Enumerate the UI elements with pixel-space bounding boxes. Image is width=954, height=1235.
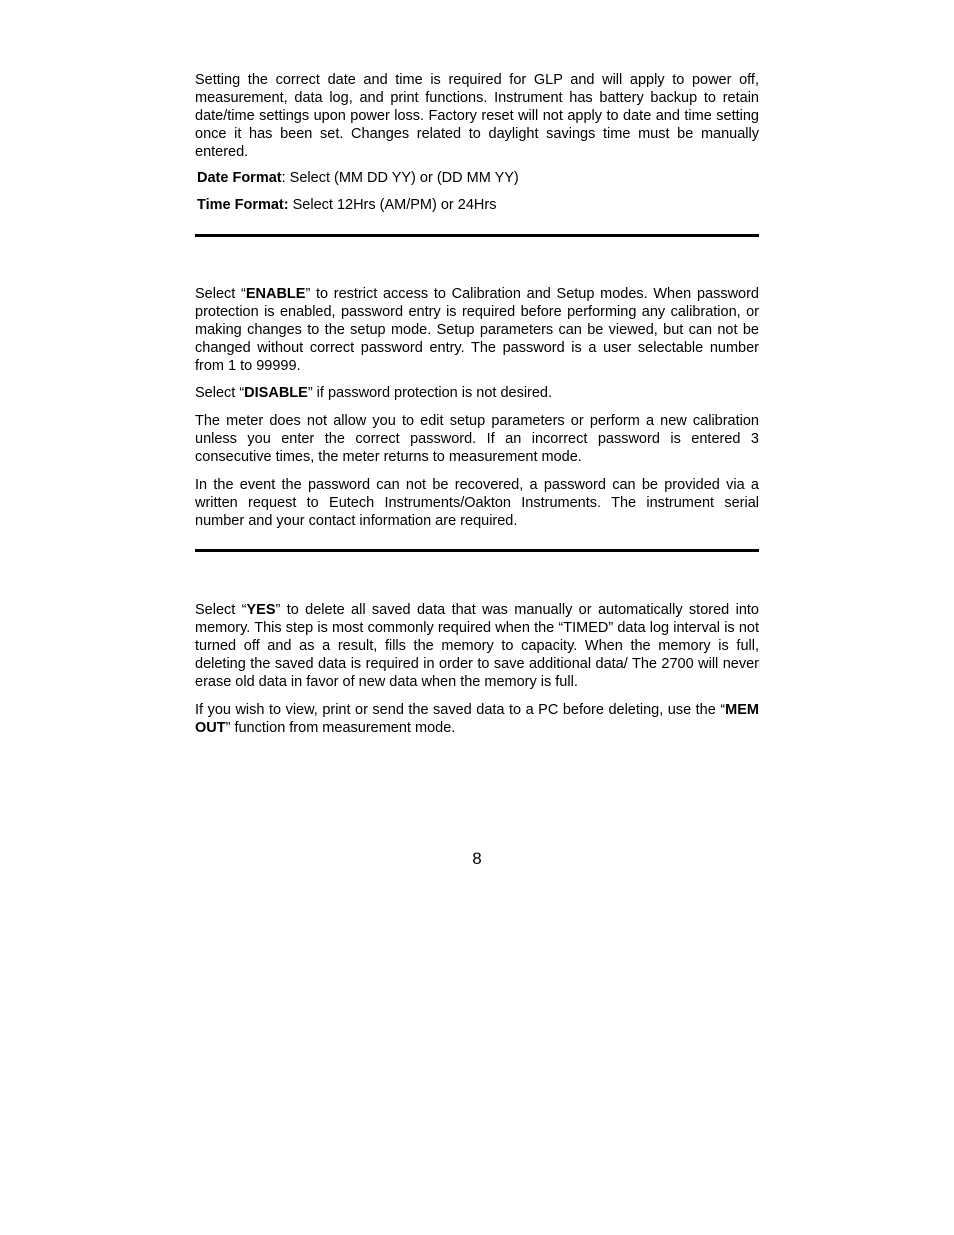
password-disable-post: ” if password protection is not desired. <box>307 385 553 401</box>
mem-out-post: ” function from measurement mode. <box>225 720 456 736</box>
password-enable-post: ” to restrict access to Calibration and Setup modes. When password protection is enabled, password entry is required before performing any calibration, or making changes to the setup mode. Setup parameters can be viewed, but can not be changed without correct password entry. The password is a user selectable number from 1 to 99999. <box>195 286 759 374</box>
time-format-label: Time Format: <box>197 197 289 213</box>
mem-out-keyword: MEM OUT <box>195 702 759 736</box>
date-format-text: : Select (MM DD YY) or (DD MM YY) <box>281 170 519 186</box>
delete-data-paragraph <box>195 601 759 691</box>
date-time-intro: Setting the correct date and time is required for GLP and will apply to power off, measurement, data log, and print functions. Instrument has battery backup to retain date/time settings upon power loss. Factory reset will not apply to date and time setting once it has been set. Changes related to daylight savings time must be manually entered. <box>195 72 759 160</box>
delete-data-pre: Select “ <box>195 602 247 618</box>
password-disable-paragraph <box>195 384 759 402</box>
date-format-line <box>197 169 759 187</box>
date-format-label: Date Format <box>197 170 282 186</box>
password-enable-paragraph <box>195 285 759 375</box>
delete-data-post: ” to delete all saved data that was manually or automatically stored into memory. This step is most commonly required when the “TIMED” data log interval is not turned off and as a result, fills the memory to capacity. When the memory is full, deleting the saved data is required in order to save additional data/ The 2700 will never erase old data in favor of new data when the memory is full. <box>195 602 759 690</box>
time-format-text: Select 12Hrs (AM/PM) or 24Hrs <box>288 197 497 213</box>
password-enable-pre: Select “ <box>195 286 246 302</box>
password-recovery-paragraph: In the event the password can not be recovered, a password can be provided via a written request to Eutech Instruments/Oakton Instruments. The instrument serial number and your contact information are required. <box>195 477 759 529</box>
password-disable-pre: Select “ <box>195 385 245 401</box>
time-format-line <box>197 196 759 214</box>
page-number: 8 <box>472 849 482 868</box>
password-enable-keyword: ENABLE <box>245 286 306 302</box>
mem-out-pre: If you wish to view, print or send the saved data to a PC before deleting, use the “ <box>195 702 726 718</box>
password-lockout-paragraph: The meter does not allow you to edit setup parameters or perform a new calibration unless you enter the correct password. If an incorrect password is entered 3 consecutive times, the meter returns to measurement mode. <box>195 413 759 465</box>
section-divider <box>195 234 759 237</box>
section-divider <box>195 549 759 552</box>
password-disable-keyword: DISABLE <box>244 385 308 401</box>
mem-out-paragraph <box>195 701 759 737</box>
delete-data-keyword: YES <box>246 602 276 618</box>
manual-page <box>195 71 759 737</box>
